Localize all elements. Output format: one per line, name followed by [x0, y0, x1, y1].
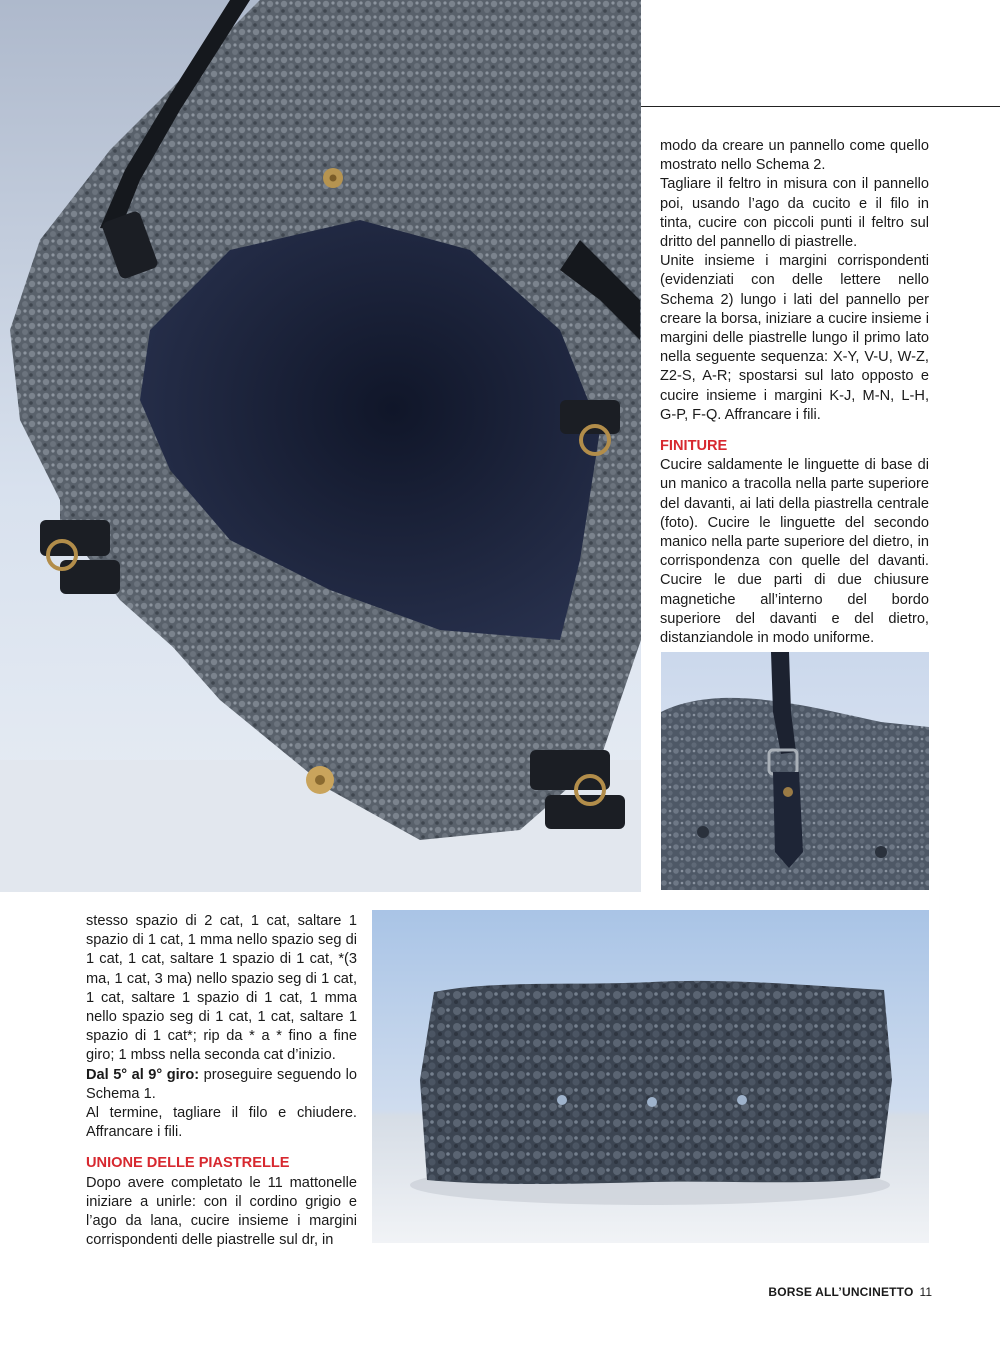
top-rule: [641, 106, 1000, 107]
paragraph: Cucire saldamente le linguette di base di un manico a tracolla nella parte superiore del davanti, ai lati della piastrella centrale (foto). Cucire le linguette del secondo manico nella parte superiore del dietro, in corrispondenza con quelle del davanti. Cucire le due parti di due chiusure magnetiche all’interno del bordo superiore del davanti e del dietro, distanziandole in modo uniforme.: [660, 457, 929, 647]
detail-photo-handle: [661, 652, 929, 890]
clutch-photo: [372, 910, 929, 1243]
section-heading-finiture: FINITURE: [660, 438, 728, 455]
paragraph: Al termine, tagliare il filo e chiudere. Affrancare i fili.: [86, 1105, 357, 1141]
paragraph-text: proseguire seguendo lo Schema 1.: [86, 1066, 357, 1102]
paragraph: stesso spazio di 2 cat, 1 cat, saltare 1 spazio di 1 cat, 1 mma nello spazio seg di 1 cat, 1 cat, saltare 1 spazio di 1 cat, *(3 ma, 1 cat, 3 ma) nello spazio seg di 1 cat, 1 cat, saltare 1 spazio di 1 cat, 1 mma nello spazio seg di 1 cat, 1 cat, saltare 1 spazio di 1 cat*; rip da * a * fino a fine giro; 1 mbss nella seconda cat d’inizio.: [86, 913, 357, 1064]
paragraph: Tagliare il feltro in misura con il pannello poi, usando l’ago da cucito e il filo in tinta, cucire con piccoli punti il feltro sul dritto del pannello di piastrelle.: [660, 176, 929, 251]
right-text-column: [660, 137, 929, 648]
paragraph: Unite insieme i margini corrispondenti (evidenziati con delle lettere nello Schema 2) lungo i lati del pannello per creare la borsa, iniziare a cucire insieme i margini delle piastrelle lungo il primo lato nella seguente sequenza: X-Y, V-U, W-Z, Z2-S, A-R; spostarsi sul lato opposto e cucire insieme i margini K-J, M-N, L-H, G-P, F-Q. Affrancare i fili.: [660, 253, 929, 423]
paragraph: modo da creare un pannello come quello mostrato nello Schema 2.: [660, 138, 929, 174]
hero-photo-open-bag: [0, 0, 641, 892]
section-heading-unione: UNIONE DELLE PIASTRELLE: [86, 1155, 290, 1172]
magnetic-snap-icon: [306, 766, 334, 794]
paragraph: [86, 1066, 357, 1104]
paragraph: Dopo avere completato le 11 mattonelle iniziare a unirle: con il cordino grigio e l’ago da lana, cucire insieme i margini corrispondenti delle piastrelle sul dr, in: [86, 1174, 357, 1249]
page-footer: [700, 1285, 932, 1299]
magnetic-snap-icon: [323, 168, 343, 188]
round-label: Dal 5° al 9° giro:: [86, 1066, 200, 1083]
left-text-column: [86, 912, 357, 1250]
magazine-name: BORSE ALL’UNCINETTO: [768, 1285, 914, 1299]
page-number: 11: [919, 1285, 932, 1299]
